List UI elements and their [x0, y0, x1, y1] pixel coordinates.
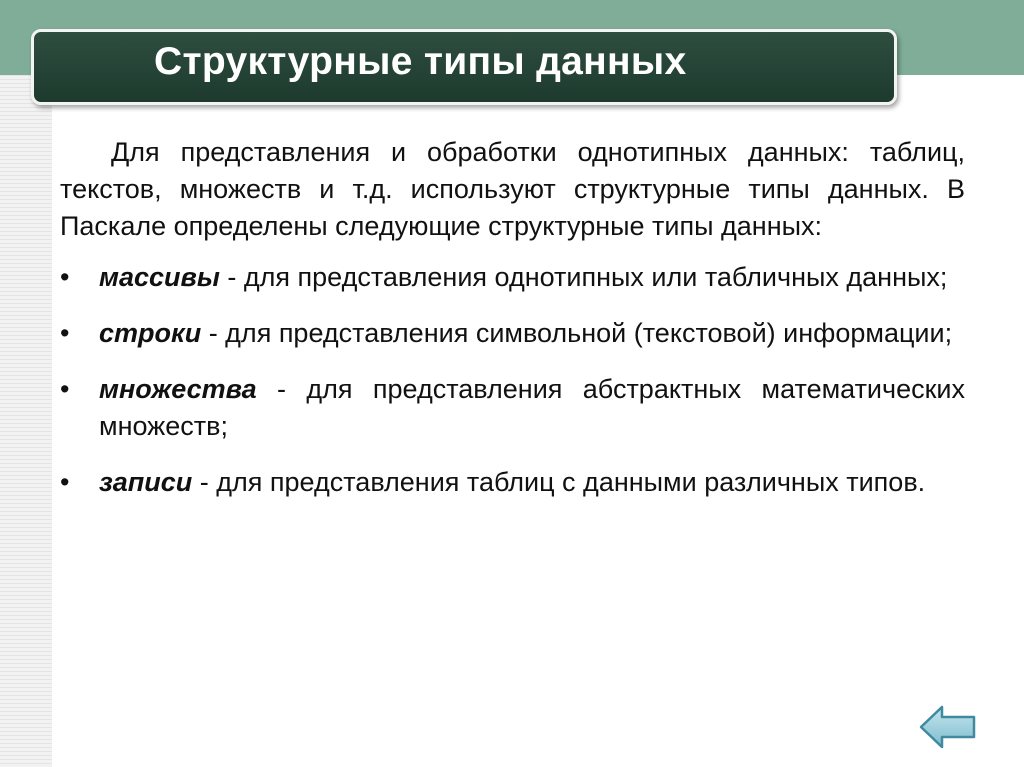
term-records: записи [99, 467, 193, 497]
desc-strings: - для представления символьной (текстовой) информации; [201, 318, 953, 348]
bullet-icon: • [60, 374, 70, 404]
term-arrays: массивы [99, 262, 220, 292]
list-item-arrays [60, 259, 965, 296]
slide-title: Структурные типы данных [154, 40, 687, 83]
desc-records: - для представления таблиц с данными различных типов. [192, 467, 926, 497]
left-decorative-strip [0, 75, 52, 767]
title-banner [31, 29, 897, 105]
list-item-records [60, 464, 965, 501]
list-item-sets [60, 371, 965, 445]
arrow-left-icon [918, 704, 978, 750]
intro-paragraph: Для представления и обработки однотипных данных: таблиц, текстов, множеств и т.д. используют структурные типы данных. В Паскале определены следующие структурные типы данных: [60, 137, 965, 241]
slide-content [60, 134, 965, 520]
list-item-strings [60, 315, 965, 352]
back-button[interactable] [918, 704, 978, 750]
desc-arrays: - для представления однотипных или табличных данных; [219, 262, 948, 292]
term-sets: множества [99, 374, 257, 404]
desc-sets: - для представления абстрактных математических множеств; [99, 374, 965, 441]
types-list [60, 259, 965, 501]
bullet-icon: • [60, 467, 70, 497]
bullet-icon: • [60, 262, 70, 292]
term-strings: строки [99, 318, 202, 348]
bullet-icon: • [60, 318, 70, 348]
